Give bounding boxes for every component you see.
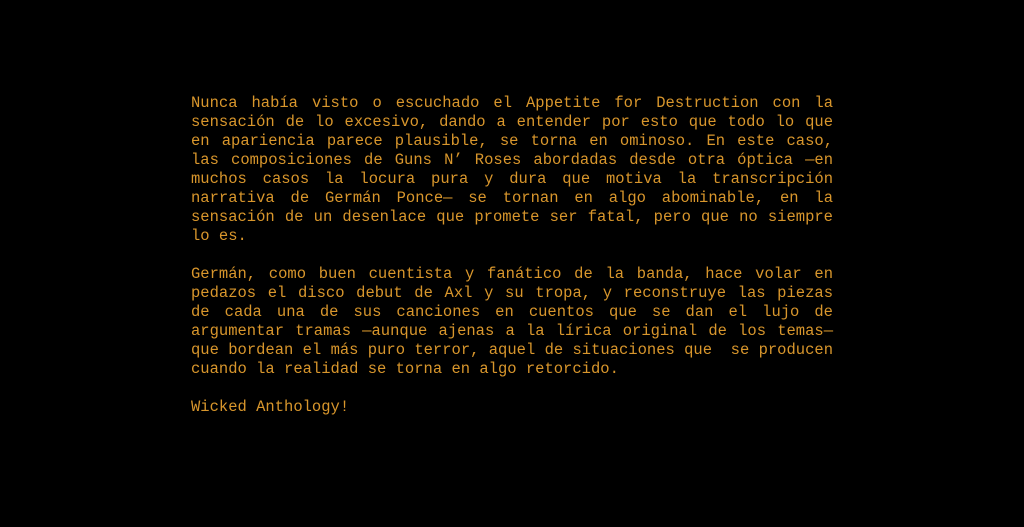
- paragraph-line: argumentar tramas —aunque ajenas a la lírica original de los temas—: [191, 322, 833, 340]
- paragraph-line: sensación de un desenlace que promete ser fatal, pero que no siempre: [191, 208, 833, 226]
- paragraph-line: en apariencia parece plausible, se torna en ominoso. En este caso,: [191, 132, 833, 150]
- paragraph-line: narrativa de Germán Ponce— se tornan en algo abominable, en la: [191, 189, 833, 207]
- paragraph-1: [191, 94, 833, 246]
- closing-text: Wicked Anthology!: [191, 398, 350, 416]
- paragraph-spacer: [191, 246, 833, 265]
- closing-line: [191, 398, 833, 417]
- paragraph-line: Nunca había visto o escuchado el Appetite for Destruction con la: [191, 94, 833, 112]
- paragraph-spacer: [191, 379, 833, 398]
- paragraph-line: muchos casos la locura pura y dura que motiva la transcripción: [191, 170, 833, 188]
- paragraph-line: las composiciones de Guns N’ Roses abordadas desde otra óptica —en: [191, 151, 833, 169]
- paragraph-line: de cada una de sus canciones en cuentos que se dan el lujo de: [191, 303, 833, 321]
- paragraph-line: Germán, como buen cuentista y fanático de la banda, hace volar en: [191, 265, 833, 283]
- paragraph-line: sensación de lo excesivo, dando a entender por esto que todo lo que: [191, 113, 833, 131]
- paragraph-line: que bordean el más puro terror, aquel de situaciones que se producen: [191, 341, 833, 359]
- paragraph-line: lo es.: [191, 227, 247, 245]
- paragraph-line: cuando la realidad se torna en algo retorcido.: [191, 360, 619, 378]
- paragraph-2: [191, 265, 833, 379]
- review-text: [191, 94, 833, 417]
- paragraph-line: pedazos el disco debut de Axl y su tropa, y reconstruye las piezas: [191, 284, 833, 302]
